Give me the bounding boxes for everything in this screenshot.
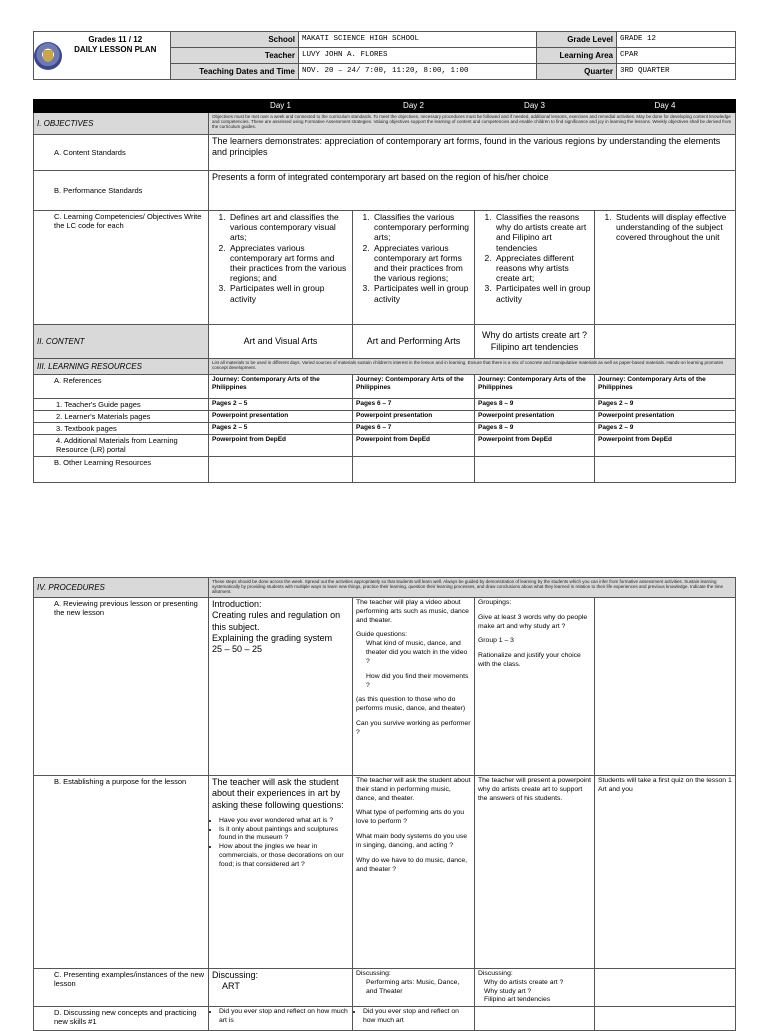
day-2-header: Day 2 [353, 100, 475, 113]
performance-standards-label: B. Performance Standards [34, 171, 209, 211]
other-resources-day-4 [595, 457, 736, 483]
procedure-b-day-1 [209, 776, 353, 969]
learners-materials-day-2: Powerpoint presentation [353, 411, 475, 423]
text-line: (as this question to those who do performs music, dance, and theater) [356, 696, 466, 713]
content-day-1: Art and Visual Arts [209, 325, 353, 359]
text-line: Discussing: [212, 970, 259, 980]
textbook-day-4: Pages 2 – 9 [595, 423, 736, 435]
procedure-a-day-4 [595, 598, 736, 776]
list-item: 1. Classifies the reasons why do artists create art and Filipino art tendencies [494, 212, 591, 253]
resources-label: III. LEARNING RESOURCES [34, 359, 209, 375]
list-item: 1. Students will display effective understanding of the subject covered throughout the unit [614, 212, 732, 243]
procedure-b-day-3: The teacher will present a powerpoint why do artists create art to support the answers of his students. [475, 776, 595, 969]
content-standards-text: The learners demonstrates: appreciation of contemporary art forms, found in the various regions by understanding the elements and principles [209, 135, 736, 171]
text-line: Guide questions: [356, 631, 408, 639]
learners-materials-day-1: Powerpoint presentation [209, 411, 353, 423]
procedure-b-day-2 [353, 776, 475, 969]
lesson-table [33, 99, 736, 483]
competencies-day-2 [353, 211, 475, 325]
procedure-c-day-2 [353, 969, 475, 1007]
other-resources-label: B. Other Learning Resources [34, 457, 209, 483]
procedure-c-day-1 [209, 969, 353, 1007]
competencies-day-4 [595, 211, 736, 325]
other-resources-day-3 [475, 457, 595, 483]
additional-materials-day-2: Powerpoint from DepEd [353, 435, 475, 457]
question-list [212, 817, 349, 870]
list-item: 3. Participates well in group activity [372, 283, 471, 303]
references-day-1: Journey: Contemporary Arts of the Philippines [209, 375, 353, 399]
label-learning-area: Learning Area [537, 48, 617, 64]
header-table [33, 31, 736, 80]
procedure-a-day-2 [353, 598, 475, 776]
text-line: Give at least 3 words why do people make art and why study art ? [478, 613, 588, 630]
text-line: Performing arts: Music, Dance, and Theater [366, 978, 460, 995]
procedure-a-day-3 [475, 598, 595, 776]
textbook-day-3: Pages 8 – 9 [475, 423, 595, 435]
procedure-a-day-1 [209, 598, 353, 776]
procedure-c-label: C. Presenting examples/instances of the new lesson [34, 969, 209, 1007]
references-day-4: Journey: Contemporary Arts of the Philippines [595, 375, 736, 399]
list-item: 3. Participates well in group activity [494, 283, 591, 303]
text-line: Discussing: [478, 970, 513, 977]
text-line: Discussing: [356, 970, 391, 977]
learners-materials-day-3: Powerpoint presentation [475, 411, 595, 423]
label-grade-level: Grade Level [537, 32, 617, 48]
list-item: 2. Appreciates various contemporary art forms and their practices from the various regions; [372, 243, 471, 284]
text-line: What kind of music, dance, and theater did you watch in the video ? [366, 640, 468, 665]
additional-materials-day-3: Powerpoint from DepEd [475, 435, 595, 457]
content-day-3 [475, 325, 595, 359]
text-line: What main body systems do you use in singing, dancing, and acting ? [356, 833, 468, 849]
teachers-guide-label: 1. Teacher's Guide pages [34, 399, 209, 411]
plan-title [61, 32, 171, 80]
competencies-day-3 [475, 211, 595, 325]
day-4-header: Day 4 [595, 100, 736, 113]
references-day-3: Journey: Contemporary Arts of the Philippines [475, 375, 595, 399]
procedures-note: These steps should be done across the week. Spread out the activities appropriately so that students will learn well. Always be guided by demonstration of learning by the students which you can infer from formative assessment activities. Sustain learning systematically by providing students with multiple ways to learn new things, practice their learning, question their learning processes, and draw conclusions about what they learned in relation to their life experiences and previous knowledge. Indicate the time allotment. [209, 578, 736, 598]
objectives-note: Objectives must be met over a week and connected to the curriculum standards. To meet the objectives, necessary procedures must be followed and if needed, additional lessons, exercises and remedial activities. May be done for developing content knowledge and competencies. These are assessed using Formative Assessment strategies. Valuing objectives support the learning of content and competencies and enable children to find significance and joy in learning the lessons. Weekly objectives shall be derived from the curriculum guides. [209, 113, 736, 135]
text-line: ART [222, 981, 240, 992]
text-line: How did you find their movements ? [366, 672, 469, 689]
text-line: Groupings: [478, 599, 512, 606]
value-learning-area: CPAR [617, 48, 736, 64]
title-line-1: Grades 11 / 12 [88, 35, 143, 44]
day-header-row [34, 100, 736, 113]
procedures-label: IV. PROCEDURES [34, 578, 209, 598]
text-line: Rationalize and justify your choice with the class. [478, 652, 581, 669]
procedure-a-label: A. Reviewing previous lesson or presenting the new lesson [34, 598, 209, 776]
content-day-3-line-1: Why do artists create art ? [481, 330, 588, 341]
other-resources-day-2 [353, 457, 475, 483]
textbook-label: 3. Textbook pages [34, 423, 209, 435]
text-line: Can you survive working as performer ? [356, 720, 471, 736]
content-label: II. CONTENT [34, 325, 209, 359]
text-line: Why study art ? [484, 987, 532, 995]
references-label: A. References [34, 375, 209, 399]
logo-cell [34, 32, 61, 80]
value-teaching-dates: NOV. 20 – 24/ 7:00, 11:20, 8:00, 1:00 [299, 64, 537, 80]
procedure-b-label: B. Establishing a purpose for the lesson [34, 776, 209, 969]
references-day-2: Journey: Contemporary Arts of the Philippines [353, 375, 475, 399]
value-quarter: 3RD QUARTER [617, 64, 736, 80]
value-grade-level: GRADE 12 [617, 32, 736, 48]
text-line: 25 – 50 – 25 [212, 644, 263, 654]
teachers-guide-day-3: Pages 8 – 9 [475, 399, 595, 411]
day-header-blank [34, 100, 209, 113]
list-item: • How about the jingles we hear in commercials, or those decorations on our food; is that considered art ? [219, 843, 349, 869]
text-line: Explaining the grading system [212, 632, 333, 643]
value-teacher: LUVY JOHN A. FLORES [299, 48, 537, 64]
text-line: The teacher will play a video about performing arts such as music, dance and theater. [356, 599, 469, 624]
additional-materials-day-1: Powerpoint from DepEd [209, 435, 353, 457]
textbook-day-1: Pages 2 – 5 [209, 423, 353, 435]
value-school: MAKATI SCIENCE HIGH SCHOOL [299, 32, 537, 48]
text-line: What type of performing arts do you love to perform ? [356, 809, 465, 826]
procedure-d-label: D. Discussing new concepts and practicing new skills #1 [34, 1007, 209, 1031]
text-line: The teacher will ask the student about their stand in performing music, dance, and theater. [356, 777, 471, 802]
text-line: Why do artists create art ? [484, 978, 564, 986]
competencies-label: C. Learning Competencies/ Objectives Write the LC code for each [34, 211, 209, 325]
list-item: • Did you ever stop and reflect on how much art [363, 1008, 471, 1026]
procedure-c-day-3 [475, 969, 595, 1007]
procedure-d-day-1 [209, 1007, 353, 1031]
text-line: Group 1 – 3 [478, 637, 514, 645]
text-line: The teacher will ask the student about their experiences in art by asking these following questions: [212, 777, 344, 810]
day-3-header: Day 3 [475, 100, 595, 113]
procedure-d-day-3 [475, 1007, 595, 1031]
procedure-b-day-4: Students will take a first quiz on the lesson 1 Art and you [595, 776, 736, 969]
text-line: Filipino art tendencies [484, 996, 551, 1004]
teachers-guide-day-2: Pages 6 – 7 [353, 399, 475, 411]
title-line-2: DAILY LESSON PLAN [74, 44, 157, 54]
competencies-day-1 [209, 211, 353, 325]
objectives-label: I. OBJECTIVES [34, 113, 209, 135]
label-quarter: Quarter [537, 64, 617, 80]
resources-note: List all materials to be used in different days. Varied sources of materials sustain children's interest in the lesson and in learning. Ensure that there is a mix of concrete and manipulative materials as well as paper-based materials. Hands-on learning promotes concept development. [209, 359, 736, 375]
text-line: Creating rules and regulation on this subject. [212, 610, 341, 632]
procedure-d-day-2 [353, 1007, 475, 1031]
procedures-table [33, 577, 736, 1031]
list-item: 1. Classifies the various contemporary performing arts; [372, 212, 471, 243]
label-teaching-dates: Teaching Dates and Time [171, 64, 299, 80]
teachers-guide-day-4: Pages 2 – 9 [595, 399, 736, 411]
teachers-guide-day-1: Pages 2 – 5 [209, 399, 353, 411]
content-day-3-line-2: Filipino art tendencies [490, 341, 579, 352]
list-item: • Is it only about paintings and sculptures found in the museum ? [219, 826, 349, 844]
other-resources-day-1 [209, 457, 353, 483]
list-item: 2. Appreciates different reasons why artists create art; [494, 253, 591, 284]
procedure-d-day-4 [595, 1007, 736, 1031]
performance-standards-text: Presents a form of integrated contemporary art based on the region of his/her choice [209, 171, 736, 211]
text-line: Why do we have to do music, dance, and theater ? [356, 856, 468, 873]
additional-materials-label: 4. Additional Materials from Learning Resource (LR) portal [34, 435, 209, 457]
list-item: • Did you ever stop and reflect on how much art is [219, 1008, 349, 1026]
additional-materials-day-4: Powerpoint from DepEd [595, 435, 736, 457]
learners-materials-label: 2. Learner's Materials pages [34, 411, 209, 423]
label-school: School [171, 32, 299, 48]
content-standards-label: A. Content Standards [34, 135, 209, 171]
list-item: 3. Participates well in group activity [228, 283, 349, 303]
textbook-day-2: Pages 6 – 7 [353, 423, 475, 435]
list-item: 2. Appreciates various contemporary art forms and their practices from the various regions; and [228, 243, 349, 284]
content-day-2: Art and Performing Arts [353, 325, 475, 359]
day-1-header: Day 1 [209, 100, 353, 113]
list-item: 1. Defines art and classifies the various contemporary visual arts; [228, 212, 349, 243]
deped-seal-icon [34, 42, 62, 70]
content-day-4 [595, 325, 736, 359]
learners-materials-day-4: Powerpoint presentation [595, 411, 736, 423]
text-line: Introduction: [212, 599, 262, 609]
list-item: • Have you ever wondered what art is ? [219, 817, 349, 826]
procedure-c-day-4 [595, 969, 736, 1007]
label-teacher: Teacher [171, 48, 299, 64]
